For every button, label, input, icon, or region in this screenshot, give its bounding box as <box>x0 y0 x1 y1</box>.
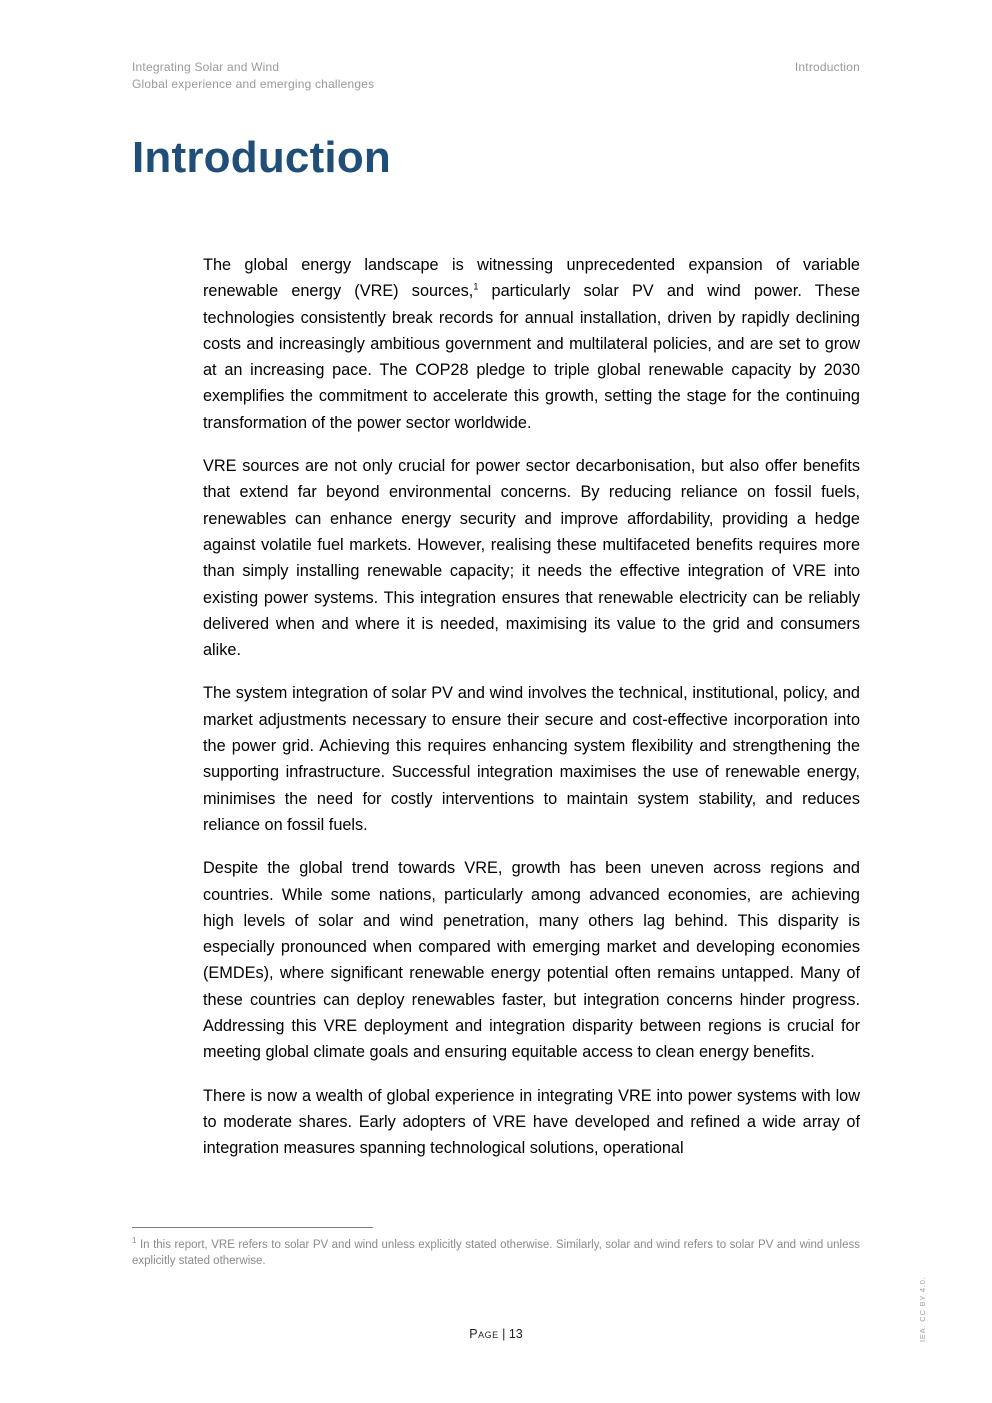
page-footer <box>0 1326 992 1342</box>
paragraph-1 <box>203 252 860 436</box>
footnote-text: In this report, VRE refers to solar PV and wind unless explicitly stated otherwise. Similarly, solar and wind refers to solar PV and wind unless explicitly stated otherwise. <box>132 1239 860 1267</box>
paragraph-2: VRE sources are not only crucial for power sector decarbonisation, but also offer benefits that extend far beyond environmental concerns. By reducing reliance on fossil fuels, renewables can enhance energy security and improve affordability, providing a hedge against volatile fuel markets. However, realising these multifaceted benefits requires more than simply installing renewable capacity; it needs the effective integration of VRE into existing power systems. This integration ensures that renewable electricity can be reliably delivered when and where it is needed, maximising its value to the grid and consumers alike. <box>203 457 860 660</box>
page-separator: | <box>498 1327 509 1341</box>
page-title: Introduction <box>132 133 392 182</box>
footnote-divider <box>132 1227 373 1228</box>
footnote-number: 1 <box>132 1236 137 1246</box>
running-header-section: Introduction <box>794 60 860 74</box>
footnote <box>132 1237 860 1269</box>
license-note: IEA. CC BY 4.0. <box>918 1276 927 1342</box>
running-header-left <box>132 59 374 93</box>
paragraph-1-text-after-ref: particularly solar PV and wind power. These technologies consistently break records for annual installation, driven by rapidly declining costs and increasingly ambitious government and multilateral policies, and are set to grow at an increasing pace. The COP28 pledge to triple global renewable capacity by 2030 exemplifies the commitment to accelerate this growth, setting the stage for the continuing transformation of the power sector worldwide. <box>203 282 860 432</box>
footnote-reference[interactable]: 1 <box>473 281 479 292</box>
body-text <box>203 252 860 1179</box>
paragraph-3: The system integration of solar PV and wind involves the technical, institutional, policy, and market adjustments necessary to ensure their secure and cost-effective incorporation into the power grid. Achieving this requires enhancing system flexibility and strengthening the supporting infrastructure. Successful integration maximises the use of renewable energy, minimises the need for costly interventions to maintain system stability, and reduces reliance on fossil fuels. <box>203 684 860 834</box>
report-title: Integrating Solar and Wind <box>132 60 280 74</box>
paragraph-4: Despite the global trend towards VRE, growth has been uneven across regions and countries. While some nations, particularly among advanced economies, are achieving high levels of solar and wind penetration, many others lag behind. This disparity is especially pronounced when compared with emerging market and developing economies (EMDEs), where significant renewable energy potential often remains untapped. Many of these countries can deploy renewables faster, but integration concerns hinder progress. Addressing this VRE deployment and integration disparity between regions is crucial for meeting global climate goals and ensuring equitable access to clean energy benefits. <box>203 859 860 1062</box>
page-label: Page <box>469 1327 499 1341</box>
paragraph-1-text-before-ref: The global energy landscape is witnessing unprecedented expansion of variable renewable energy (VRE) sources, <box>203 256 860 301</box>
paragraph-5: There is now a wealth of global experience in integrating VRE into power systems with low to moderate shares. Early adopters of VRE have developed and refined a wide array of integration measures spanning technological solutions, operational <box>203 1086 860 1158</box>
page-number: 13 <box>508 1327 523 1341</box>
report-subtitle: Global experience and emerging challenges <box>132 77 375 91</box>
